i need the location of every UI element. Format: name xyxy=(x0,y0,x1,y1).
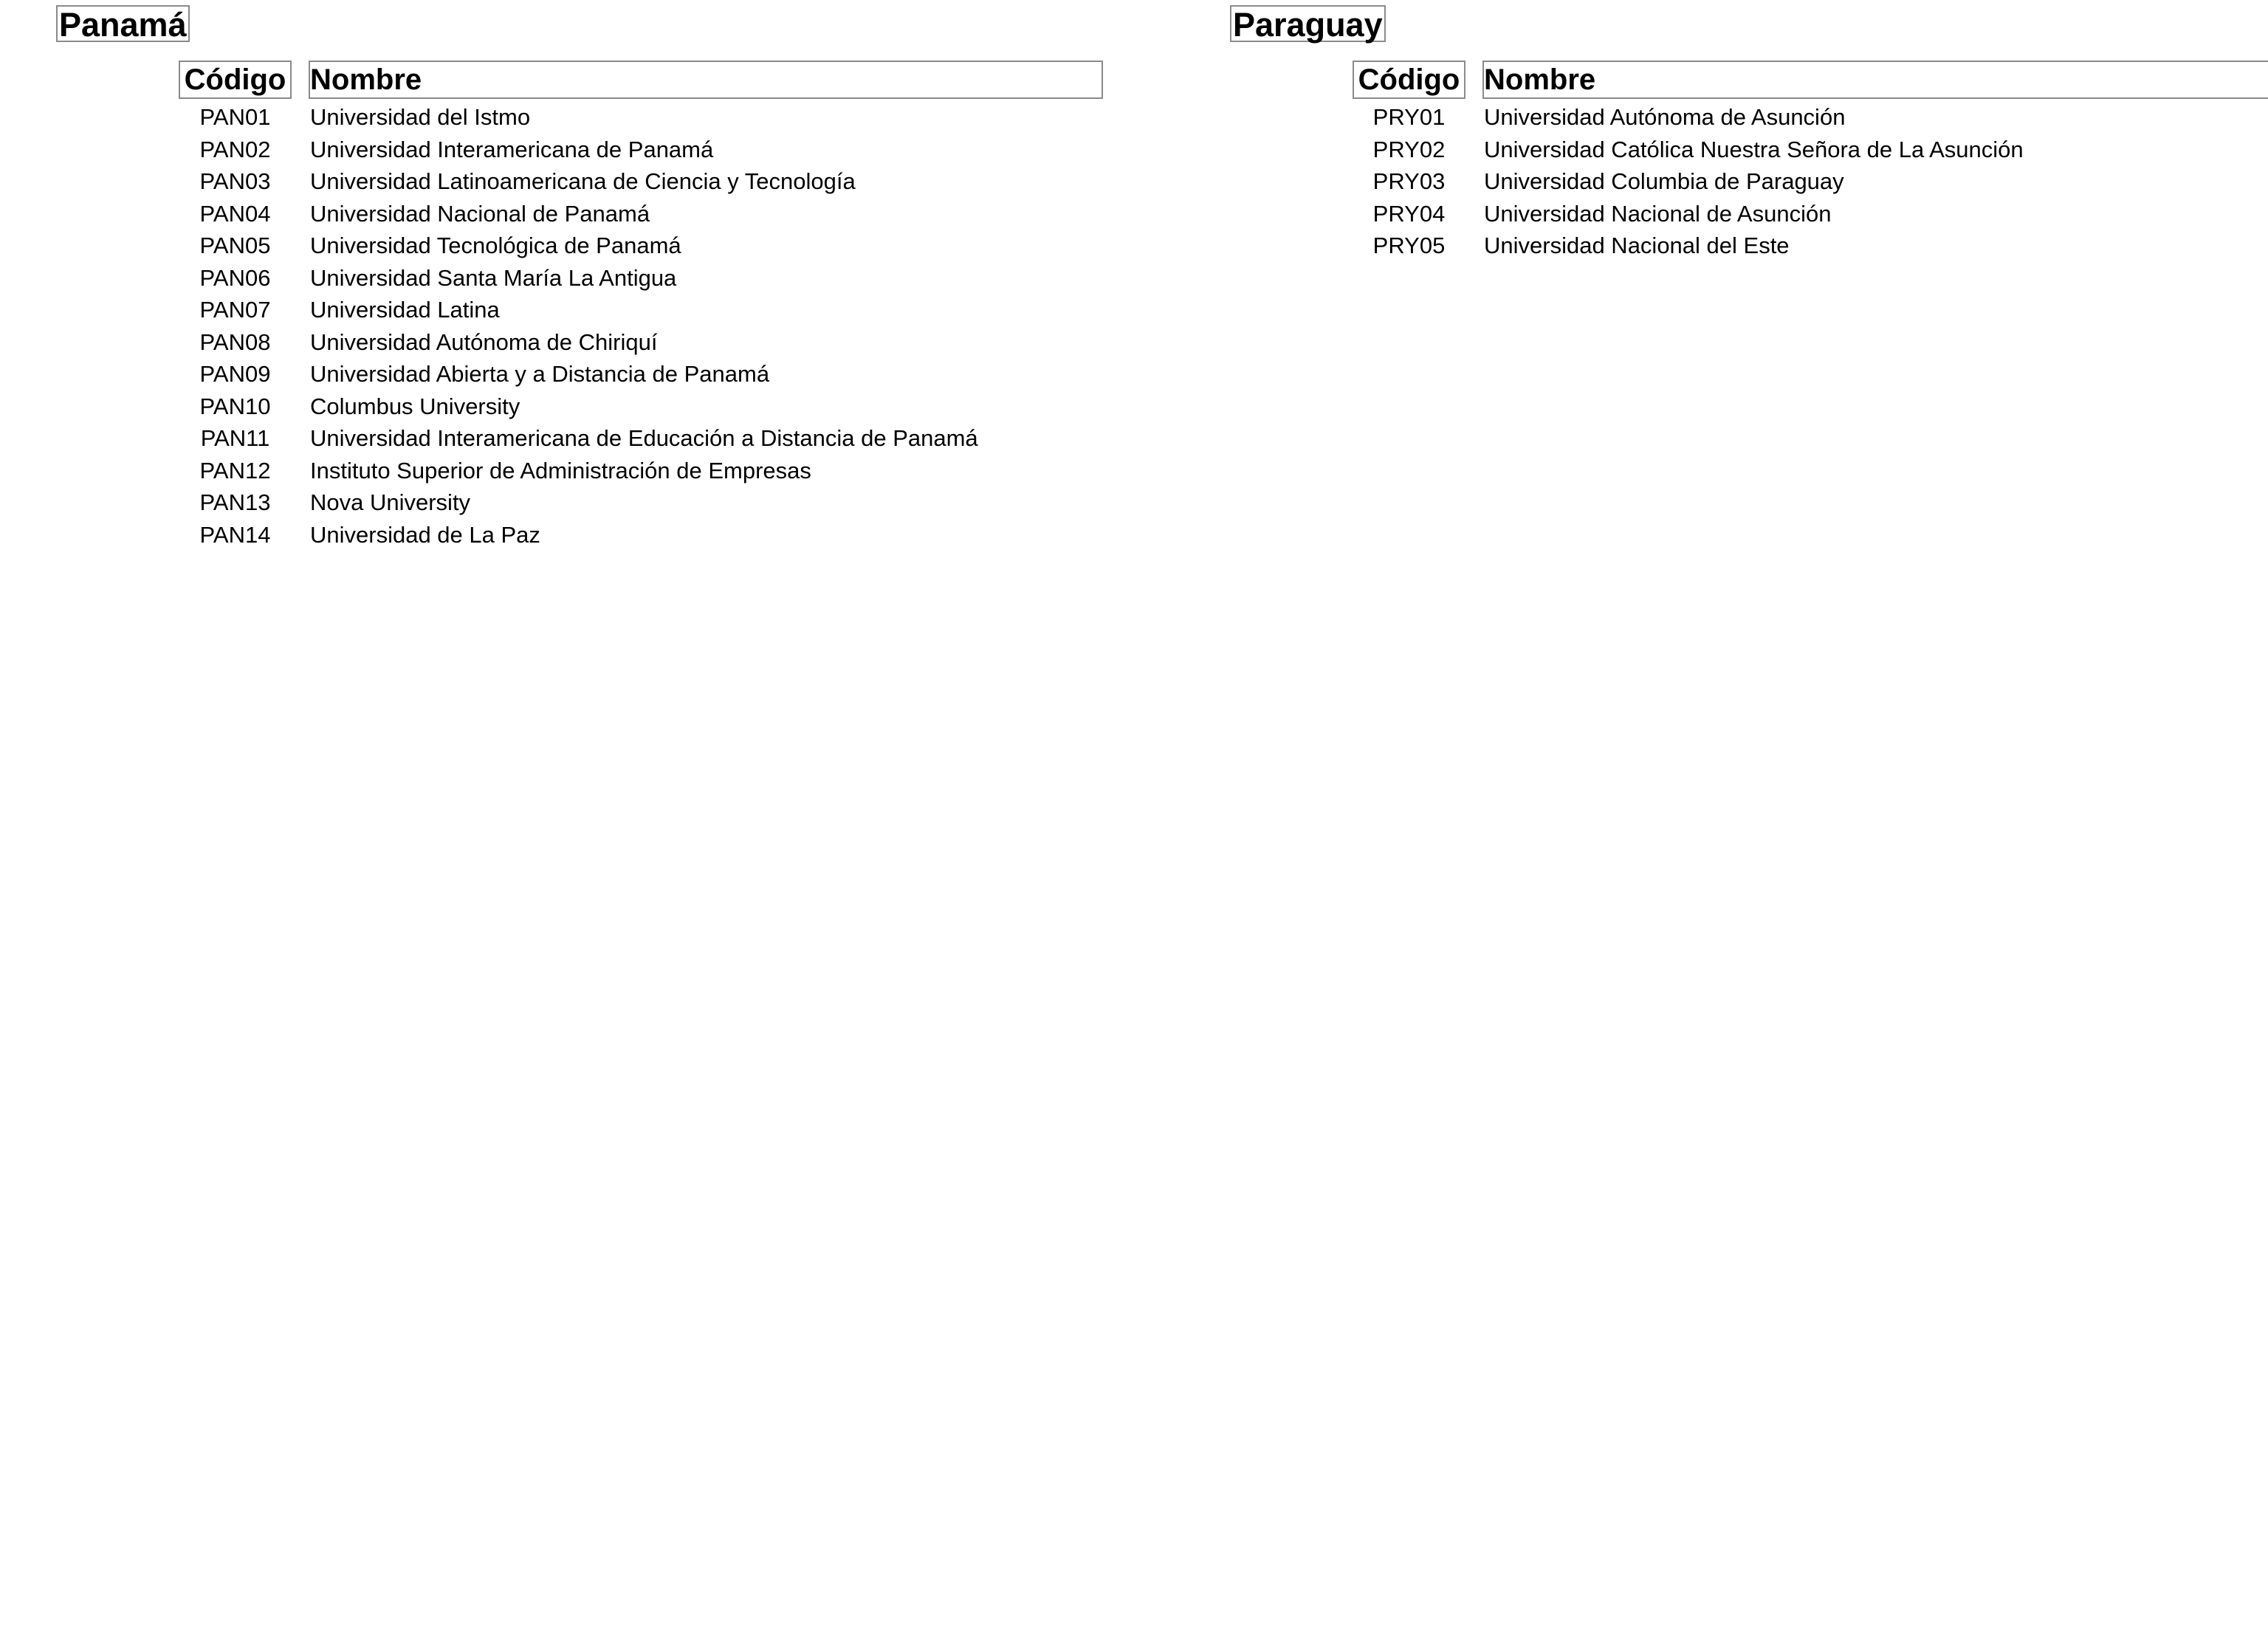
row-code: PAN12 xyxy=(199,457,271,484)
column-header-name: Nombre xyxy=(309,61,1103,99)
country-title: Panamá xyxy=(56,5,190,42)
row-name: Universidad de La Paz xyxy=(310,521,540,548)
row-name: Instituto Superior de Administración de Empresas xyxy=(310,457,811,484)
table-row xyxy=(0,326,1107,359)
column-header-code: Código xyxy=(179,61,292,99)
table-row xyxy=(0,455,1107,487)
row-code: PAN11 xyxy=(200,425,270,451)
table-row xyxy=(1174,101,2268,134)
table-row xyxy=(1174,198,2268,230)
table-row xyxy=(0,165,1107,198)
row-code: PRY02 xyxy=(1372,136,1446,162)
row-name: Universidad Interamericana de Educación a Distancia de Panamá xyxy=(310,425,978,451)
row-code: PAN03 xyxy=(199,168,271,194)
row-code: PAN04 xyxy=(199,200,271,227)
row-name: Universidad Autónoma de Chiriquí xyxy=(310,328,658,355)
table-row xyxy=(0,101,1107,134)
table-row xyxy=(0,294,1107,326)
row-name: Universidad Santa María La Antigua xyxy=(310,264,677,291)
row-code: PAN06 xyxy=(199,264,271,291)
row-code: PAN01 xyxy=(199,104,271,130)
row-code: PAN05 xyxy=(199,233,271,258)
column-header-code: Código xyxy=(1353,61,1465,99)
university-list xyxy=(1174,101,2268,262)
row-name: Universidad del Istmo xyxy=(310,104,531,130)
table-row xyxy=(0,422,1107,455)
table-row xyxy=(0,134,1107,166)
row-code: PAN02 xyxy=(199,136,271,162)
row-code: PAN14 xyxy=(199,521,271,548)
row-name: Universidad Abierta y a Distancia de Panamá xyxy=(310,361,770,387)
row-name: Columbus University xyxy=(310,393,520,419)
row-name: Universidad Columbia de Paraguay xyxy=(1484,168,1844,194)
row-name: Universidad Autónoma de Asunción xyxy=(1484,104,1846,130)
column-header-name: Nombre xyxy=(1482,61,2268,99)
row-code: PRY01 xyxy=(1372,104,1446,130)
row-code: PRY05 xyxy=(1372,233,1446,258)
row-name: Universidad Nacional de Panamá xyxy=(310,200,650,227)
row-name: Universidad Nacional del Este xyxy=(1484,233,1790,258)
row-code: PAN09 xyxy=(199,361,271,387)
table-row xyxy=(0,262,1107,295)
row-name: Universidad Nacional de Asunción xyxy=(1484,200,1832,227)
table-row xyxy=(1174,134,2268,166)
row-code: PAN08 xyxy=(199,328,271,355)
table-row xyxy=(0,486,1107,519)
table-row xyxy=(0,230,1107,262)
table-row xyxy=(1174,165,2268,198)
table-row xyxy=(1174,230,2268,262)
row-code: PAN10 xyxy=(199,393,271,419)
table-row xyxy=(0,519,1107,551)
table-row xyxy=(0,390,1107,423)
row-code: PRY04 xyxy=(1372,200,1446,227)
row-name: Universidad Latinoamericana de Ciencia y Tecnología xyxy=(310,168,856,194)
row-code: PAN07 xyxy=(199,297,271,323)
university-list xyxy=(0,101,1107,551)
row-name: Universidad Católica Nuestra Señora de La Asunción xyxy=(1484,136,2024,162)
table-row xyxy=(0,198,1107,230)
row-name: Universidad Latina xyxy=(310,297,500,323)
row-code: PRY03 xyxy=(1372,168,1446,194)
country-title: Paraguay xyxy=(1230,5,1386,42)
row-code: PAN13 xyxy=(199,489,271,515)
table-row xyxy=(0,358,1107,390)
row-name: Nova University xyxy=(310,489,471,515)
row-name: Universidad Interamericana de Panamá xyxy=(310,136,714,162)
row-name: Universidad Tecnológica de Panamá xyxy=(310,233,681,258)
